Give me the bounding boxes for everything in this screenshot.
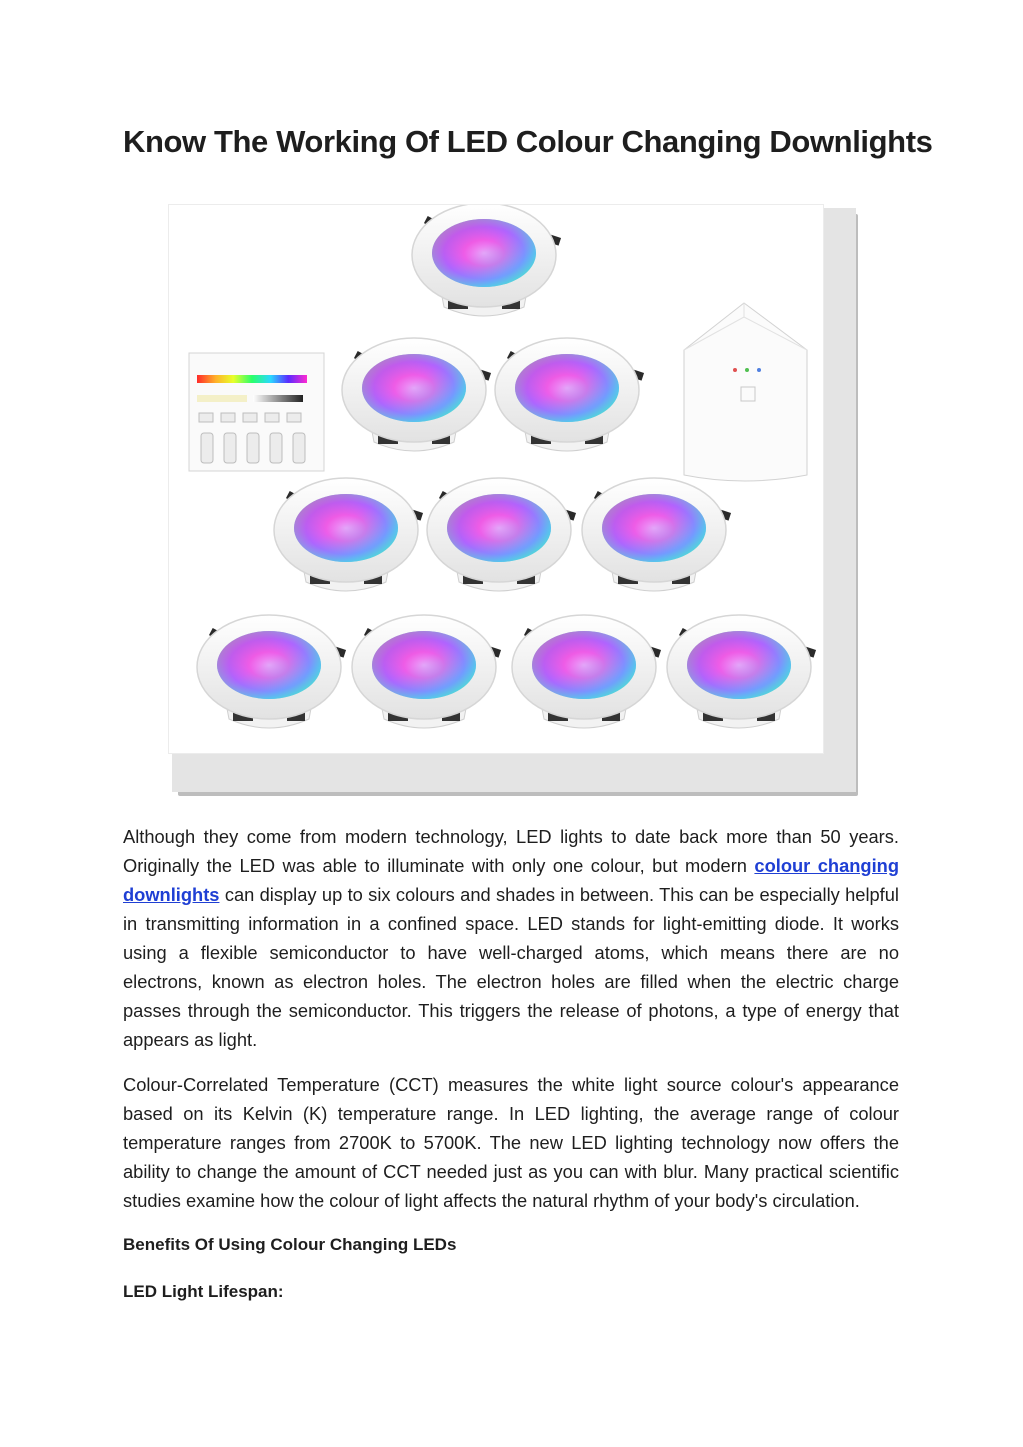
led-downlights-illustration [169, 205, 823, 753]
led-downlights-image [168, 204, 824, 754]
heading-benefits: Benefits Of Using Colour Changing LEDs [123, 1235, 457, 1254]
product-figure [168, 204, 858, 796]
colour-changing-downlights-link[interactable]: colour changing downlights [123, 855, 899, 905]
wall-control-panel-icon [189, 353, 324, 471]
paragraph-intro: Although they come from modern technology, LED lights to date back more than 50 years. Originally the LED was able to illuminate with only one colour, but modern colour changing downlights can display up to six colours and shades in between. This can be especially helpful in transmitting information in a confined space. LED stands for light-emitting diode. It works using a flexible semiconductor to have well-charged atoms, which means there are no electrons, known as electron holes. The electron holes are filled when the electric charge passes through the semiconductor. This triggers the release of photons, a type of energy that appears as light. [123, 826, 899, 1050]
heading-lifespan: LED Light Lifespan: [123, 1282, 284, 1301]
controller-box-icon [684, 303, 807, 481]
page-title: Know The Working Of LED Colour Changing Downlights [123, 124, 933, 159]
article-body [123, 822, 899, 1325]
paragraph-cct: Colour-Correlated Temperature (CCT) measures the white light source colour's appearance based on its Kelvin (K) temperature range. In LED lighting, the average range of colour temperature ranges from 2700K to 5700K. The new LED lighting technology now offers the ability to change the amount of CCT needed just as you can with blur. Many practical scientific studies examine how the colour of light affects the natural rhythm of your body's circulation. [123, 1074, 899, 1211]
